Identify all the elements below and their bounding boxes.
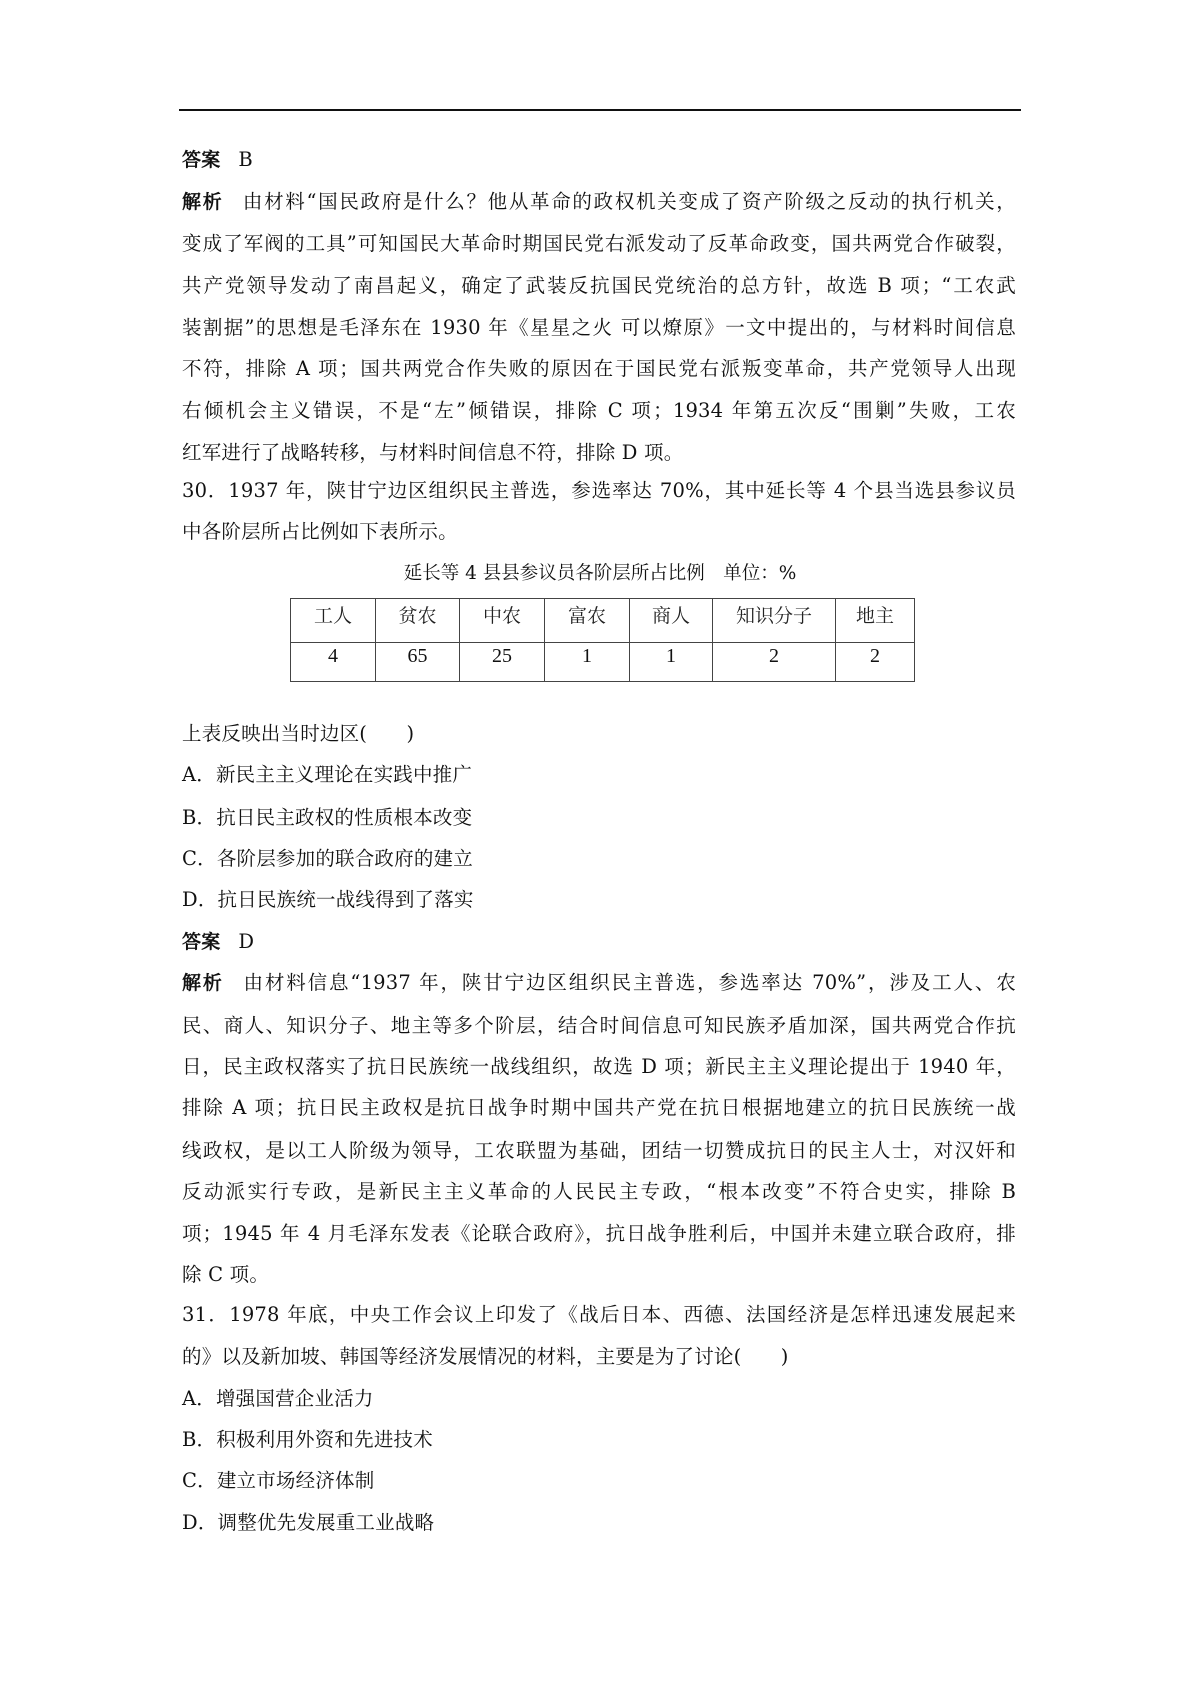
q29-analysis-line: 不符，排除 A 项；国共两党合作失败的原因在于国民党右派叛变革命，共产党领导人出现 [182, 357, 1016, 380]
table-cell: 1 [630, 643, 713, 682]
q29-analysis-line: 变成了军阀的工具”可知国民大革命时期国民党右派发动了反革命政变，国共两党合作破裂， [182, 232, 1016, 255]
table-cell: 25 [460, 643, 545, 682]
table-header-cell: 贫农 [376, 599, 460, 643]
table-cell: 4 [291, 643, 376, 682]
q30-prompt: 上表反映出当时边区( ) [182, 722, 415, 745]
table-header-cell: 中农 [460, 599, 545, 643]
q30-stem: 30．1937 年，陕甘宁边区组织民主普选，参选率达 70%，其中延长等 4 个县当选县参议员 [182, 479, 1016, 502]
q30-analysis-line: 解析 由材料信息“1937 年，陕甘宁边区组织民主普选，参选率达 70%”，涉及工人、农 [182, 971, 1016, 994]
q29-analysis-line: 右倾机会主义错误，不是“左”倾错误，排除 C 项；1934 年第五次反“围剿”失败，工农 [182, 399, 1016, 422]
q29-analysis-line: 共产党领导发动了南昌起义，确定了武装反抗国民党统治的总方针，故选 B 项；“工农武 [182, 274, 1016, 297]
q30-analysis-line: 日，民主政权落实了抗日民族统一战线组织，故选 D 项；新民主主义理论提出于 1940 年， [182, 1055, 1016, 1078]
q31-option-a: A．增强国营企业活力 [182, 1387, 374, 1410]
table-header-row [291, 599, 915, 643]
q30-option-b: B．抗日民主政权的性质根本改变 [182, 806, 473, 829]
q31-stem: 31．1978 年底，中央工作会议上印发了《战后日本、西德、法国经济是怎样迅速发展起来 [182, 1303, 1016, 1326]
q31-option-c: C．建立市场经济体制 [182, 1469, 375, 1492]
answer-value: B [238, 148, 253, 171]
q31-option-b: B．积极利用外资和先进技术 [182, 1428, 433, 1451]
table-header-cell: 商人 [630, 599, 713, 643]
q30-option-d: D．抗日民族统一战线得到了落实 [182, 888, 474, 911]
analysis-label: 解析 [182, 191, 224, 213]
answer-label: 答案 [182, 149, 221, 171]
analysis-label: 解析 [182, 972, 224, 994]
q30-answer [182, 930, 1016, 954]
q30-analysis-line: 项；1945 年 4 月毛泽东发表《论联合政府》，抗日战争胜利后，中国并未建立联合政府，排 [182, 1222, 1016, 1245]
table-header-cell: 富农 [545, 599, 630, 643]
q29-analysis-line: 装割据”的思想是毛泽东在 1930 年《星星之火 可以燎原》一文中提出的，与材料时间信息 [182, 316, 1016, 339]
table-header-cell: 工人 [291, 599, 376, 643]
q30-analysis-line: 线政权，是以工人阶级为领导，工农联盟为基础，团结一切赞成抗日的民主人士，对汉奸和 [182, 1139, 1016, 1162]
answer-value: D [238, 930, 255, 953]
table-cell: 65 [376, 643, 460, 682]
table-cell: 2 [713, 643, 836, 682]
answer-label: 答案 [182, 931, 221, 953]
q30-analysis-line: 除 C 项。 [182, 1263, 270, 1286]
q31-option-d: D．调整优先发展重工业战略 [182, 1511, 435, 1534]
table-cell: 2 [836, 643, 915, 682]
table-cell: 1 [545, 643, 630, 682]
data-table [290, 598, 915, 682]
q29-analysis-line: 红军进行了战略转移，与材料时间信息不符，排除 D 项。 [182, 441, 684, 464]
q30-analysis-line: 民、商人、知识分子、地主等多个阶层，结合时间信息可知民族矛盾加深，国共两党合作抗 [182, 1014, 1016, 1037]
q30-stem: 中各阶层所占比例如下表所示。 [182, 520, 458, 543]
q29-answer [182, 148, 1016, 172]
q30-option-c: C．各阶层参加的联合政府的建立 [182, 847, 473, 870]
q29-analysis-line: 解析 由材料“国民政府是什么？他从革命的政权机关变成了资产阶级之反动的执行机关， [182, 190, 1016, 213]
table-caption: 延长等 4 县县参议员各阶层所占比例 单位：% [403, 563, 797, 584]
table-header-cell: 知识分子 [713, 599, 836, 643]
q30-analysis-line: 排除 A 项；抗日民主政权是抗日战争时期中国共产党在抗日根据地建立的抗日民族统一战 [182, 1096, 1016, 1119]
table-header-cell: 地主 [836, 599, 915, 643]
q30-option-a: A．新民主主义理论在实践中推广 [182, 763, 473, 786]
header-rule [179, 109, 1021, 111]
q30-analysis-line: 反动派实行专政，是新民主主义革命的人民民主专政，“根本改变”不符合史实，排除 B [182, 1180, 1016, 1203]
q31-stem: 的》以及新加坡、韩国等经济发展情况的材料，主要是为了讨论( ) [182, 1345, 789, 1368]
table-row [291, 643, 915, 682]
